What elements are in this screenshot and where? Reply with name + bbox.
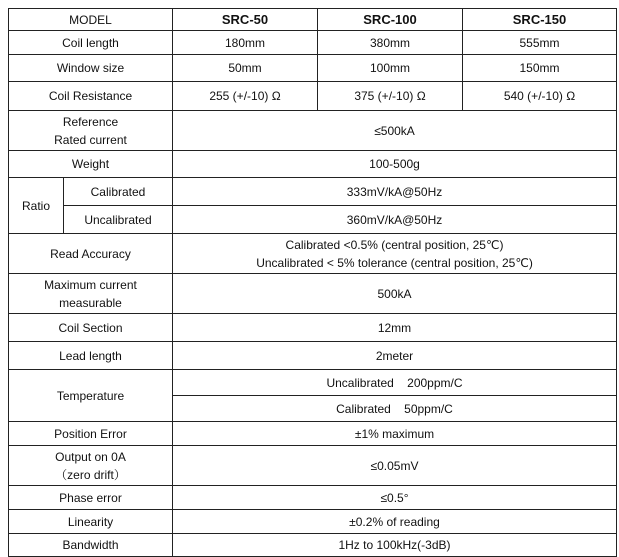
label-maximum-current-line1: Maximum current: [44, 277, 137, 292]
label-zero-drift-line2: （zero drift）: [55, 467, 126, 482]
row-window-size: [9, 55, 617, 82]
read-accuracy-calibrated: Calibrated <0.5% (central position, 25℃): [285, 237, 504, 252]
value-position-error: ±1% maximum: [173, 422, 617, 446]
value-temperature-uncalibrated: Uncalibrated 200ppm/C: [173, 370, 617, 396]
row-maximum-current: [9, 274, 617, 314]
value-bandwidth: 1Hz to 100kHz(-3dB): [173, 534, 617, 557]
label-position-error: Position Error: [9, 422, 173, 446]
value-coil-section: 12mm: [173, 314, 617, 342]
row-read-accuracy: [9, 234, 617, 274]
value-ratio-uncalibrated: 360mV/kA@50Hz: [173, 206, 617, 234]
label-read-accuracy: Read Accuracy: [9, 234, 173, 274]
value-output-on-0a: ≤0.05mV: [173, 446, 617, 486]
label-lead-length: Lead length: [9, 342, 173, 370]
label-ratio-uncalibrated: Uncalibrated: [64, 206, 173, 234]
row-bandwidth: [9, 534, 617, 557]
label-output-on-0a-line1: Output on 0A: [55, 449, 126, 464]
row-ratio-uncalibrated: [9, 206, 617, 234]
label-maximum-current: [9, 274, 173, 314]
spec-table-container: [8, 8, 617, 557]
header-src-100: SRC-100: [318, 9, 463, 31]
label-temperature: Temperature: [9, 370, 173, 422]
label-ratio: Ratio: [9, 178, 64, 234]
header-src-50: SRC-50: [173, 9, 318, 31]
label-linearity: Linearity: [9, 510, 173, 534]
header-src-150: SRC-150: [463, 9, 617, 31]
row-output-on-0a: [9, 446, 617, 486]
label-rated-current-line2: Rated current: [54, 132, 127, 147]
value-coil-length-src-150: 555mm: [463, 31, 617, 55]
value-weight: 100-500g: [173, 151, 617, 178]
row-weight: [9, 151, 617, 178]
value-linearity: ±0.2% of reading: [173, 510, 617, 534]
label-maximum-current-line2: measurable: [59, 295, 122, 310]
value-phase-error: ≤0.5°: [173, 486, 617, 510]
row-coil-length: [9, 31, 617, 55]
row-linearity: [9, 510, 617, 534]
value-window-size-src-50: 50mm: [173, 55, 318, 82]
row-reference-rated-current: [9, 111, 617, 151]
row-temperature-uncalibrated: [9, 370, 617, 396]
label-reference-line1: Reference: [62, 114, 119, 129]
value-window-size-src-100: 100mm: [318, 55, 463, 82]
label-weight: Weight: [9, 151, 173, 178]
row-position-error: [9, 422, 617, 446]
row-phase-error: [9, 486, 617, 510]
label-window-size: Window size: [9, 55, 173, 82]
value-ratio-calibrated: 333mV/kA@50Hz: [173, 178, 617, 206]
header-model: MODEL: [9, 9, 173, 31]
header-row: [9, 9, 617, 31]
value-coil-resistance-src-150: 540 (+/-10) Ω: [463, 82, 617, 111]
row-ratio-calibrated: [9, 178, 617, 206]
label-coil-resistance: Coil Resistance: [9, 82, 173, 111]
row-coil-resistance: [9, 82, 617, 111]
read-accuracy-uncalibrated: Uncalibrated < 5% tolerance (central position, 25℃): [256, 255, 533, 270]
value-read-accuracy: [173, 234, 617, 274]
label-coil-section: Coil Section: [9, 314, 173, 342]
label-reference-rated-current: [9, 111, 173, 151]
value-window-size-src-150: 150mm: [463, 55, 617, 82]
label-output-on-0a: [9, 446, 173, 486]
label-bandwidth: Bandwidth: [9, 534, 173, 557]
label-ratio-calibrated: Calibrated: [64, 178, 173, 206]
row-lead-length: [9, 342, 617, 370]
value-temperature-calibrated: Calibrated 50ppm/C: [173, 396, 617, 422]
spec-table: [8, 8, 617, 557]
label-phase-error: Phase error: [9, 486, 173, 510]
label-coil-length: Coil length: [9, 31, 173, 55]
value-coil-length-src-50: 180mm: [173, 31, 318, 55]
value-maximum-current: 500kA: [173, 274, 617, 314]
value-coil-length-src-100: 380mm: [318, 31, 463, 55]
value-reference-rated-current: ≤500kA: [173, 111, 617, 151]
row-coil-section: [9, 314, 617, 342]
value-coil-resistance-src-50: 255 (+/-10) Ω: [173, 82, 318, 111]
value-lead-length: 2meter: [173, 342, 617, 370]
value-coil-resistance-src-100: 375 (+/-10) Ω: [318, 82, 463, 111]
